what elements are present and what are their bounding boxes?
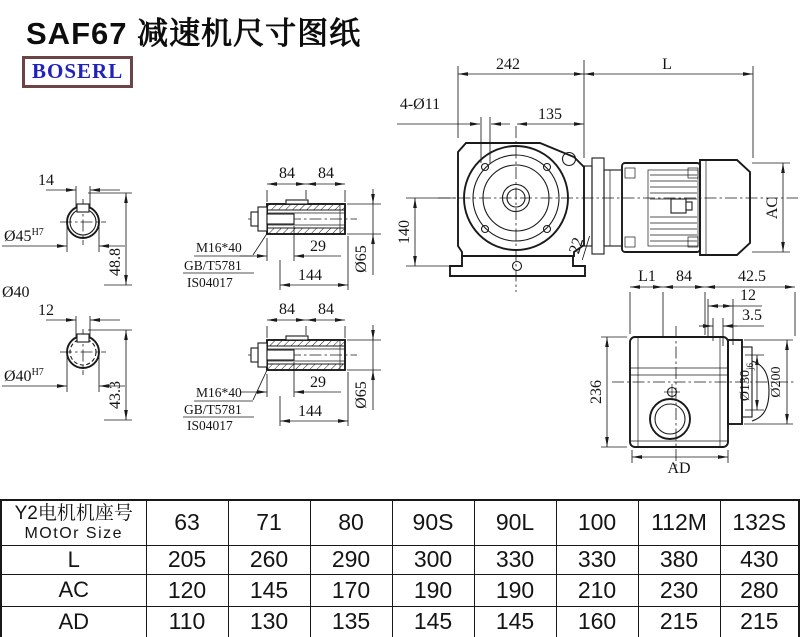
dim-236: 236 (588, 380, 605, 404)
bolt-spec: M16*40 (196, 385, 242, 400)
cell: 145 (474, 606, 556, 637)
side-view (588, 268, 796, 477)
cell: 190 (392, 574, 474, 606)
col-90L: 90L (474, 500, 556, 545)
dim-O130j6: $Ø130_{j6}$ (738, 362, 755, 402)
side-view-dimensions (588, 268, 795, 477)
dim-84a: 84 (279, 165, 295, 182)
dim-84: 84 (676, 268, 692, 285)
cell: 170 (310, 574, 392, 606)
col-100: 100 (556, 500, 638, 545)
cell: 190 (474, 574, 556, 606)
dim-135: 135 (538, 106, 562, 123)
dim-O200: Ø200 (769, 366, 784, 398)
brand-logo: BOSERL (22, 56, 133, 88)
dim-O65: Ø65 (353, 245, 370, 273)
dim-3.5: 3.5 (742, 307, 762, 324)
dim-O65: Ø65 (353, 381, 370, 409)
dim-22: 22 (566, 235, 588, 256)
page-title: SAF67 减速机尺寸图纸 (26, 16, 362, 51)
bore-dia-label-40: $Ø40^{H7}$ (4, 367, 44, 385)
cell: 260 (228, 545, 310, 574)
cell: 330 (556, 545, 638, 574)
shaft-dia-label-40: Ø40 (2, 284, 30, 301)
table-row-L (1, 545, 799, 574)
cell: 230 (638, 574, 720, 606)
cell: 110 (146, 606, 228, 637)
table-row-AC (1, 574, 799, 606)
cell: 330 (474, 545, 556, 574)
dim-L: L (662, 56, 672, 73)
dim-42.5: 42.5 (738, 268, 766, 285)
dim-AD: AD (667, 460, 691, 477)
table-header-row (1, 500, 799, 545)
col-80: 80 (310, 500, 392, 545)
col-63: 63 (146, 500, 228, 545)
dim-12: 12 (740, 287, 756, 304)
header-motor-size-en: MOtOr Size (24, 524, 124, 542)
dim-140: 140 (396, 220, 413, 244)
bore-dia-label-45: $Ø45^{H7}$ (4, 227, 44, 245)
cell: 380 (638, 545, 720, 574)
cell: 430 (720, 545, 799, 574)
header-motor-size-cn: Y2电机机座号 (14, 502, 133, 524)
hollow-shaft-view-bottom (240, 301, 381, 426)
dim-144: 144 (298, 403, 322, 420)
col-132S: 132S (720, 500, 799, 545)
dim-84b: 84 (318, 165, 334, 182)
bolt-standard-gb: GB/T5781 (184, 402, 242, 417)
dim-242: 242 (496, 56, 520, 73)
dim-84a: 84 (279, 301, 295, 318)
front-view-dimensions (396, 56, 790, 266)
cell: 160 (556, 606, 638, 637)
col-112M: 112M (638, 500, 720, 545)
cell: 205 (146, 545, 228, 574)
bolt-spec: M16*40 (196, 240, 242, 255)
cell: 280 (720, 574, 799, 606)
row-label-L: L (1, 545, 146, 574)
cell: 130 (228, 606, 310, 637)
bolt-note-bottom (183, 368, 268, 433)
dim-84b: 84 (318, 301, 334, 318)
cell: 300 (392, 545, 474, 574)
motor-size-table (0, 499, 800, 637)
cell: 120 (146, 574, 228, 606)
dim-29: 29 (310, 238, 326, 255)
shaft-section-view-1 (2, 172, 132, 285)
dim-L1: L1 (638, 268, 656, 285)
row-label-AC: AC (1, 574, 146, 606)
header-motor-size (1, 500, 146, 545)
cell: 145 (392, 606, 474, 637)
shaft-section-view-2 (2, 302, 132, 420)
dim-144: 144 (298, 267, 322, 284)
cell: 135 (310, 606, 392, 637)
dim-48.8: 48.8 (107, 248, 124, 276)
bolt-standard-gb: GB/T5781 (184, 258, 242, 273)
bolt-standard-iso: IS04017 (187, 418, 233, 433)
bolt-note-top (183, 232, 268, 290)
dim-43.3: 43.3 (107, 381, 124, 409)
cell: 210 (556, 574, 638, 606)
table-row-AD (1, 606, 799, 637)
dim-4xO11: 4-Ø11 (399, 96, 441, 113)
hollow-shaft-view-top (240, 165, 381, 290)
dim-29: 29 (310, 374, 326, 391)
cell: 215 (638, 606, 720, 637)
bolt-standard-iso: IS04017 (187, 275, 233, 290)
cell: 215 (720, 606, 799, 637)
cell: 145 (228, 574, 310, 606)
front-view (396, 56, 798, 292)
dim-14: 14 (38, 172, 54, 189)
dim-AC: AC (764, 196, 781, 220)
row-label-AD: AD (1, 606, 146, 637)
cell: 290 (310, 545, 392, 574)
dim-12: 12 (38, 302, 54, 319)
col-90S: 90S (392, 500, 474, 545)
col-71: 71 (228, 500, 310, 545)
